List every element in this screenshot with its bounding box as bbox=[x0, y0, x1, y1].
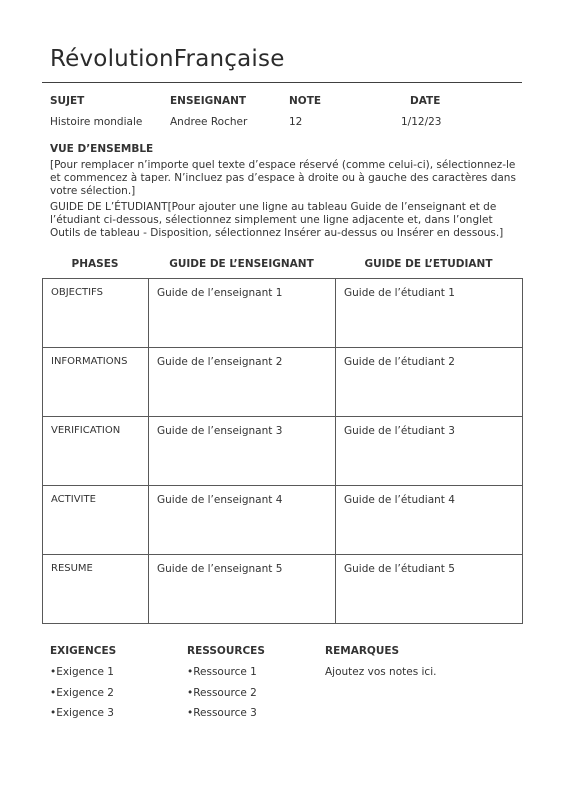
teacher-guide-cell: Guide de l’enseignant 3 bbox=[149, 417, 336, 486]
list-item: •Ressource 3 bbox=[187, 707, 257, 719]
list-item: •Ressource 2 bbox=[187, 686, 257, 699]
student-guide-cell: Guide de l’étudiant 1 bbox=[336, 279, 523, 348]
remarks-heading: REMARQUES bbox=[325, 645, 400, 657]
grade-label: NOTE bbox=[289, 95, 322, 107]
subject-label: SUJET bbox=[50, 95, 85, 107]
phases-header: PHASES bbox=[71, 258, 119, 270]
date-label: DATE bbox=[410, 95, 441, 107]
overview-text: [Pour remplacer n’importe quel texte d’espace réservé (comme celui-ci), sélectionnez-le et commencez à taper. N’incluez pas d’espace à droite ou à gauche des caractères dans votre sélection.] bbox=[50, 159, 516, 197]
list-item: •Ressource 1 bbox=[187, 666, 257, 678]
student-guide-cell: Guide de l’étudiant 3 bbox=[336, 417, 523, 486]
teacher-guide-header: GUIDE DE L’ENSEIGNANT bbox=[169, 258, 314, 270]
teacher-guide-cell: Guide de l’enseignant 2 bbox=[149, 348, 336, 417]
requirements-heading: EXIGENCES bbox=[50, 645, 117, 657]
teacher-guide-cell: Guide de l’enseignant 1 bbox=[149, 279, 336, 348]
student-guide-cell: Guide de l’étudiant 4 bbox=[336, 486, 523, 555]
phase-cell: ACTIVITE bbox=[43, 486, 149, 555]
overview-heading: VUE D’ENSEMBLE bbox=[50, 143, 154, 155]
grade-value: 12 bbox=[289, 116, 303, 128]
student-guide-text: GUIDE DE L’ÉTUDIANT[Pour ajouter une ligne au tableau Guide de l’enseignant et de l’étudiant ci-dessous, sélectionnez simplement une ligne adjacente et, dans l’onglet Outils de tableau - Disposition, sélectionnez Insérer au-dessus ou Insérer en dessous.] bbox=[50, 201, 504, 239]
guide-table bbox=[42, 278, 523, 624]
phase-cell: VERIFICATION bbox=[43, 417, 149, 486]
student-guide-cell: Guide de l’étudiant 2 bbox=[336, 348, 523, 417]
remarks-text: Ajoutez vos notes ici. bbox=[325, 666, 437, 678]
student-guide-cell: Guide de l’étudiant 5 bbox=[336, 555, 523, 624]
teacher-label: ENSEIGNANT bbox=[170, 95, 247, 107]
resources-heading: RESSOURCES bbox=[187, 645, 265, 657]
table-row bbox=[43, 555, 523, 624]
table-row bbox=[43, 348, 523, 417]
list-item: •Exigence 2 bbox=[50, 686, 114, 699]
phase-cell: INFORMATIONS bbox=[43, 348, 149, 417]
phase-cell: OBJECTIFS bbox=[43, 279, 149, 348]
table-row bbox=[43, 279, 523, 348]
teacher-guide-cell: Guide de l’enseignant 5 bbox=[149, 555, 336, 624]
phase-cell: RESUME bbox=[43, 555, 149, 624]
document-title: RévolutionFrançaise bbox=[50, 46, 285, 72]
resources-list bbox=[187, 666, 257, 728]
table-row bbox=[43, 417, 523, 486]
title-divider bbox=[42, 82, 522, 83]
subject-value: Histoire mondiale bbox=[50, 116, 143, 128]
requirements-list bbox=[50, 666, 114, 728]
student-guide-header: GUIDE DE L’ETUDIANT bbox=[364, 258, 493, 270]
date-value: 1/12/23 bbox=[401, 116, 442, 128]
teacher-value: Andree Rocher bbox=[170, 116, 248, 128]
teacher-guide-cell: Guide de l’enseignant 4 bbox=[149, 486, 336, 555]
list-item: •Exigence 1 bbox=[50, 666, 114, 678]
list-item: •Exigence 3 bbox=[50, 707, 114, 719]
table-row bbox=[43, 486, 523, 555]
